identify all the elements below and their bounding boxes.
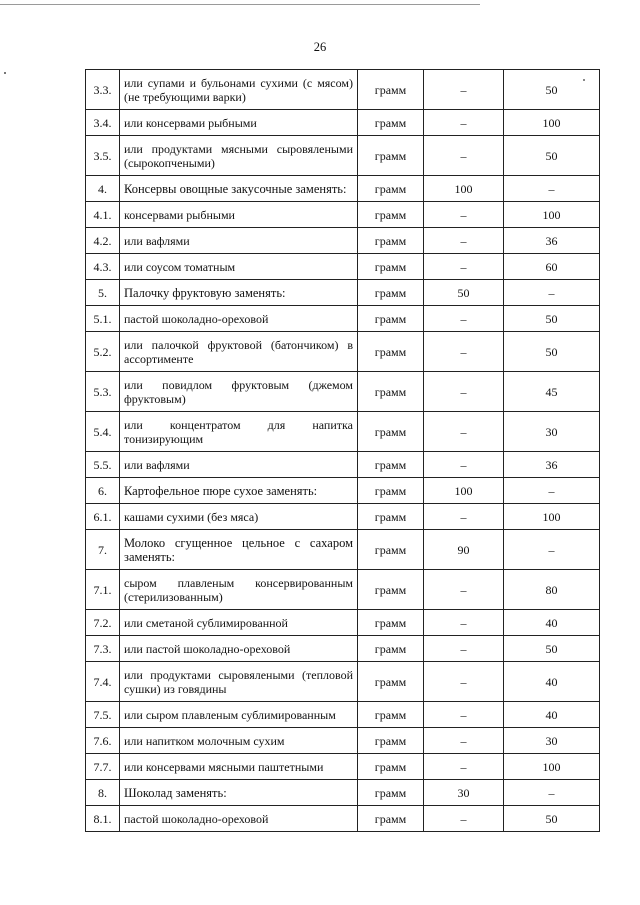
table-row [86,754,600,780]
norm-quantity: – [424,332,504,372]
item-unit: грамм [358,280,424,306]
table-body [86,70,600,832]
replacement-quantity: 100 [504,110,600,136]
item-unit: грамм [358,176,424,202]
item-number: 5.5. [86,452,120,478]
norm-quantity: 50 [424,280,504,306]
table-row [86,570,600,610]
item-number: 5.3. [86,372,120,412]
replacement-quantity: 50 [504,332,600,372]
norm-quantity: – [424,202,504,228]
item-name: Палочку фруктовую заменять: [120,280,358,306]
item-unit: грамм [358,728,424,754]
item-number: 7.4. [86,662,120,702]
item-number: 4.3. [86,254,120,280]
item-number: 7.5. [86,702,120,728]
replacement-quantity: – [504,280,600,306]
norm-quantity: 100 [424,478,504,504]
item-number: 7. [86,530,120,570]
replacement-quantity: 30 [504,728,600,754]
item-number: 7.1. [86,570,120,610]
page-number: 26 [313,40,327,54]
norm-quantity: – [424,636,504,662]
item-number: 8. [86,780,120,806]
item-name: кашами сухими (без мяса) [120,504,358,530]
substitution-table [85,69,600,832]
table-row [86,228,600,254]
replacement-quantity: – [504,780,600,806]
item-name: Молоко сгущенное цельное с сахаром заменять: [120,530,358,570]
table-row [86,806,600,832]
item-number: 7.3. [86,636,120,662]
item-number: 4. [86,176,120,202]
replacement-quantity: 36 [504,228,600,254]
table-row [86,478,600,504]
item-name: сыром плавленым консервированным (стерилизованным) [120,570,358,610]
replacement-quantity: 45 [504,372,600,412]
item-number: 4.2. [86,228,120,254]
item-number: 5. [86,280,120,306]
item-unit: грамм [358,610,424,636]
norm-quantity: – [424,754,504,780]
table-row [86,332,600,372]
replacement-quantity: 100 [504,504,600,530]
replacement-quantity: 50 [504,70,600,110]
norm-quantity: – [424,728,504,754]
item-unit: грамм [358,504,424,530]
norm-quantity: – [424,662,504,702]
replacement-quantity: – [504,478,600,504]
item-unit: грамм [358,636,424,662]
top-rule [0,4,480,5]
item-name: или консервами мясными паштетными [120,754,358,780]
table-row [86,780,600,806]
item-number: 6.1. [86,504,120,530]
item-name: пастой шоколадно-ореховой [120,806,358,832]
item-name: или вафлями [120,452,358,478]
item-unit: грамм [358,228,424,254]
item-name: или супами и бульонами сухими (с мясом) (не требующими варки) [120,70,358,110]
norm-quantity: – [424,372,504,412]
item-unit: грамм [358,254,424,280]
norm-quantity: – [424,504,504,530]
table-row [86,452,600,478]
item-name: или повидлом фруктовым (джемом фруктовым) [120,372,358,412]
item-name: или продуктами сыровялеными (тепловой сушки) из говядины [120,662,358,702]
item-number: 6. [86,478,120,504]
table-row [86,176,600,202]
item-name: Консервы овощные закусочные заменять: [120,176,358,202]
norm-quantity: – [424,306,504,332]
item-name: или сметаной сублимированной [120,610,358,636]
item-name: Картофельное пюре сухое заменять: [120,478,358,504]
replacement-quantity: 40 [504,610,600,636]
item-unit: грамм [358,372,424,412]
item-name: или продуктами мясными сыровялеными (сырокопчеными) [120,136,358,176]
item-name: или консервами рыбными [120,110,358,136]
item-unit: грамм [358,662,424,702]
table-row [86,662,600,702]
table-row [86,254,600,280]
item-unit: грамм [358,570,424,610]
replacement-quantity: 50 [504,306,600,332]
item-name: Шоколад заменять: [120,780,358,806]
item-unit: грамм [358,780,424,806]
item-name: или вафлями [120,228,358,254]
item-number: 4.1. [86,202,120,228]
item-name: или напитком молочным сухим [120,728,358,754]
table-row [86,110,600,136]
item-unit: грамм [358,530,424,570]
item-unit: грамм [358,702,424,728]
item-number: 7.6. [86,728,120,754]
item-unit: грамм [358,754,424,780]
replacement-quantity: 30 [504,412,600,452]
table-row [86,702,600,728]
norm-quantity: – [424,452,504,478]
replacement-quantity: 100 [504,754,600,780]
replacement-quantity: 100 [504,202,600,228]
norm-quantity: – [424,610,504,636]
norm-quantity: – [424,806,504,832]
item-name: или палочкой фруктовой (батончиком) в ассортименте [120,332,358,372]
norm-quantity: 100 [424,176,504,202]
item-number: 5.4. [86,412,120,452]
item-name: или концентратом для напитка тонизирующим [120,412,358,452]
item-unit: грамм [358,136,424,176]
table-row [86,728,600,754]
table-row [86,412,600,452]
margin-mark [4,72,6,74]
replacement-quantity: 50 [504,636,600,662]
item-unit: грамм [358,452,424,478]
norm-quantity: – [424,254,504,280]
item-unit: грамм [358,412,424,452]
replacement-quantity: 40 [504,662,600,702]
item-number: 5.1. [86,306,120,332]
item-unit: грамм [358,202,424,228]
norm-quantity: – [424,228,504,254]
replacement-quantity: 60 [504,254,600,280]
norm-quantity: 30 [424,780,504,806]
item-unit: грамм [358,70,424,110]
item-number: 5.2. [86,332,120,372]
item-number: 3.4. [86,110,120,136]
item-number: 3.5. [86,136,120,176]
norm-quantity: – [424,570,504,610]
item-name: или пастой шоколадно-ореховой [120,636,358,662]
item-unit: грамм [358,806,424,832]
norm-quantity: – [424,412,504,452]
replacement-quantity: 36 [504,452,600,478]
replacement-quantity: – [504,530,600,570]
item-number: 7.2. [86,610,120,636]
item-unit: грамм [358,306,424,332]
item-name: или соусом томатным [120,254,358,280]
replacement-quantity: 80 [504,570,600,610]
table-row [86,610,600,636]
table-row [86,202,600,228]
norm-quantity: – [424,70,504,110]
table-row [86,136,600,176]
table-row [86,636,600,662]
item-number: 8.1. [86,806,120,832]
norm-quantity: – [424,702,504,728]
norm-quantity: – [424,136,504,176]
table-row [86,70,600,110]
item-unit: грамм [358,110,424,136]
item-unit: грамм [358,478,424,504]
norm-quantity: 90 [424,530,504,570]
item-number: 3.3. [86,70,120,110]
table-row [86,530,600,570]
table-row [86,306,600,332]
item-name: консервами рыбными [120,202,358,228]
replacement-quantity: 40 [504,702,600,728]
table-row [86,504,600,530]
table-row [86,280,600,306]
item-unit: грамм [358,332,424,372]
replacement-quantity: – [504,176,600,202]
replacement-quantity: 50 [504,136,600,176]
item-name: пастой шоколадно-ореховой [120,306,358,332]
item-number: 7.7. [86,754,120,780]
item-name: или сыром плавленым сублимированным [120,702,358,728]
norm-quantity: – [424,110,504,136]
table-row [86,372,600,412]
replacement-quantity: 50 [504,806,600,832]
